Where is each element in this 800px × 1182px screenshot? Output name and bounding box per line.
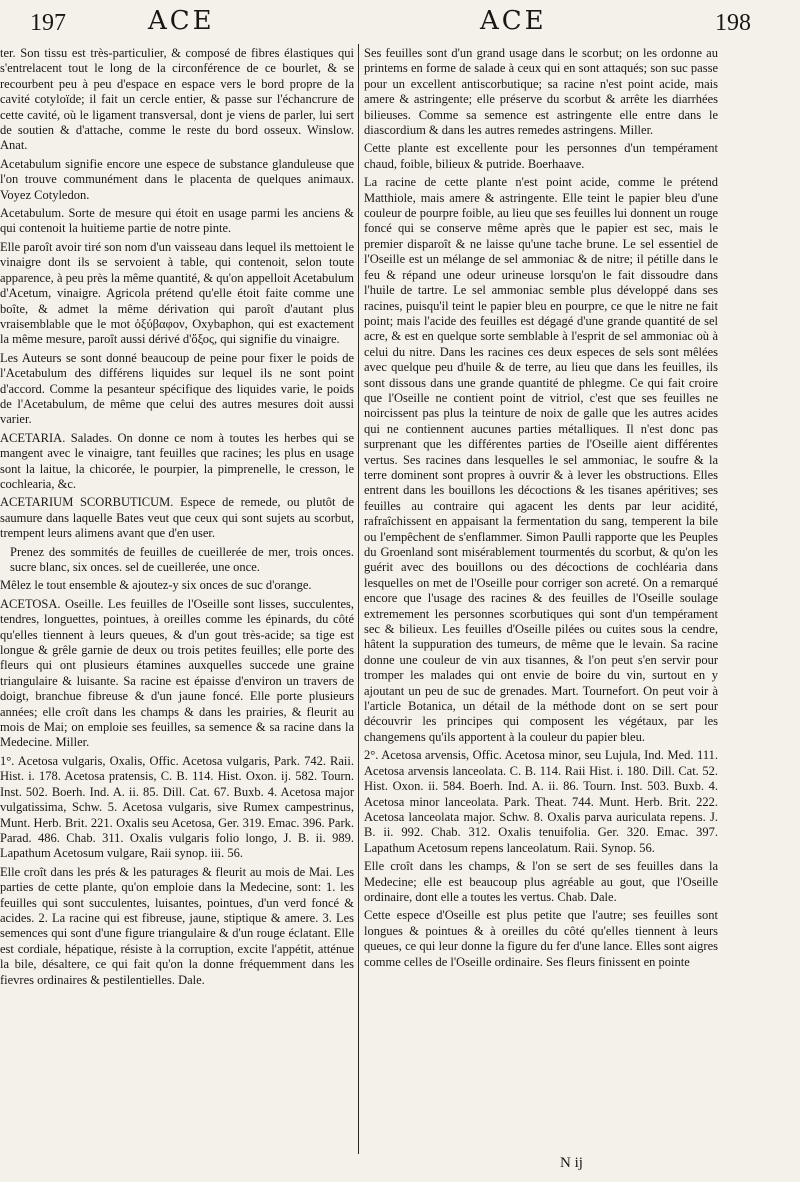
paragraph: 2°. Acetosa arvensis, Offic. Acetosa minor, seu Lujula, Ind. Med. 111. Acetosa arvensis lanceolata. C. B. 114. Raii Hist. i. 180. Dill. Cat. 52. Hist. Oxon. ii. 584. Boerh. Ind. A. ii. 86. Tourn. Inst. 503. Buxb. 4. Acetosa minor lanceolata. Park. Theat. 744. Munt. Herb. Brit. 222. Acetosa lanceolata major. Schw. 8. Oxalis parva auriculata repens. J. B. ii. 992. Chab. 312. Oxalis tenuifolia. Ger. 320. Emac. 397. Lapathum Acetosum repens lanceolatum. Raii. Synop. 56.	[364, 748, 718, 855]
paragraph: 1°. Acetosa vulgaris, Oxalis, Offic. Acetosa vulgaris, Park. 742. Raii. Hist. i. 178. Acetosa pratensis, C. B. 114. Hist. Oxon. ij. 582. Tourn. Inst. 502. Boerh. Ind. A. ii. 85. Dill. Cat. 67. Buxb. 4. Acetosa major vulgatissima, Schw. 5. Acetosa vulgaris, sive Rumex campestrinus, Munt. Herb. Brit. 221. Oxalis seu Acetosa, Ger. 319. Emac. 396. Park. Parad. 486. Chab. 311. Oxalis vulgaris folio longo, J. B. ii. 989. Lapathum Acetosum vulgare, Raii synop. iii. 56.	[0, 753, 354, 861]
paragraph: ACETOSA. Oseille. Les feuilles de l'Oseille sont lisses, succulentes, tendres, longuettes, pointues, à oreilles comme les épinards, du côté qu'elles tiennent à leurs queues, & d'un gout très-acide; sa tige est longue & grêle garnie de deux ou trois petites feuilles; elle porte des fleurs qui ont plusieurs étamines auxquelles succede une graine triangulaire & luisante. Sa racine est épaisse d'environ un travers de doigt, branchue fibreuse & d'un jaune foncé. Elle porte plusieurs années; elle croît dans les champs & dans les prairies, & fleurit au mois de Mai; on emploie ses feuilles, sa semence & sa racine dans la Medecine. Miller.	[0, 596, 354, 750]
paragraph: Acetabulum. Sorte de mesure qui étoit en usage parmi les anciens & qui contenoit la huitieme partie de notre pinte.	[0, 206, 354, 236]
running-head-left: ACE	[148, 6, 215, 36]
page-number-right: 198	[715, 10, 751, 36]
paragraph: Ses feuilles sont d'un grand usage dans le scorbut; on les ordonne au printems en forme de salade à ceux qui en sont attaqués; son suc passe pour un excellent antiscorbutique; sa racine n'est point acide, mais amere & astringente; elle préserve du scorbut & arrête les diarrhées bilieuses. Comme sa semence est astringente elle entre dans le diascordium & dans les autres remedes astringens. Miller.	[364, 46, 718, 138]
column-divider	[358, 44, 359, 1154]
running-head-right: ACE	[480, 6, 547, 36]
signature-mark: N ij	[560, 1155, 583, 1171]
paragraph: Acetabulum signifie encore une espece de substance glanduleuse que l'on trouve communément dans le placenta de quelques animaux. Voyez Cotyledon.	[0, 156, 354, 202]
paragraph: ter. Son tissu est très-particulier, & composé de fibres élastiques qui s'entrelacent tout le long de la circonférence de ce bourlet, & se recourbent peu à peu d'espace en espace vers le bord propre de la cavité cotyloïde; il fait un cercle entier, & passe sur l'échancrure de cette cavité, où le ligament transversal, dont je viens de parler, lui sert de soutien & d'attache, comme le reste du bord osseux. Winslow. Anat.	[0, 46, 354, 153]
paragraph: La racine de cette plante n'est point acide, comme le prétend Matthiole, mais amere & astringente. Elle teint le papier bleu d'une couleur de pourpre foible, au lieu que ses feuilles lui donnent un rouge foncé qui se conserve même après que le papier est sec, mais le premier disparoît & ne laisse qu'une tache brune. Le sel essentiel de l'Oseille est un mélange de sel ammoniac & de nitre; il pétille dans le feu & répand une odeur urineuse lorsqu'on le fait dissoudre dans l'huile de tartre. Le sel ammoniac semble plus développé dans ses racines, puisqu'il teint le papier bleu en pourpre, ce que le nitre ne fait point; mais l'acide des feuilles est dégagé d'une grande quantité de sel acre, & est en quelque sorte semblable à l'esprit de sel ammoniac où à celui du nitre. Dans les racines ces deux especes de sels sont mêlées avec quelque peu d'huile & de terre, au lieu que dans les feuilles, ils sont dissous dans une grande quantité de phlegme. Ce qui fait croire que l'Oseille ne contient point de vitriol, c'est que ses feuilles ne noircissent pas plus la teinture de noix de galle que les autres acides qui ne contiennent aucunes parties métalliques. Il n'est donc pas surprenant que les différentes parties de l'Oseille aient différentes vertus. Ses racines dans lesquelles le sel ammoniac, le soufre & la terre dominent sont propres à ouvrir & à lever les obstructions. Elles entrent dans les bouillons les décoctions & les tisanes apéritives; ses feuilles au contraire qui agacent les dents par leur acidité, rafraîchissent en appaisant la fermentation du sang, temperent la bile ou l'empêchent de s'enflammer. Simon Paulli rapporte que les Peuples du Groenland sont misérablement tourmentés du scorbut, & qu'on les guérit avec des bouillons ou des décoctions de cochléaria dans lesquelles on met de l'Oseille pour corriger son acreté. On a remarqué encore que l'usage des racines & des feuilles de l'Oseille soulage extremement les personnes scorbutiques qui sont d'un tempérament sec & bilieux. Les feuilles d'Oseille pilées ou cuites sous la cendre, hâtent la suppuration des tumeurs, de même que le levain. Sa racine donne une couleur de vin aux tisannes, & l'on peut s'en servir pour tromper les malades qui ont envie de boire du vin, surtout en y ajoutant un peu de suc de grenades. Mart. Tournefort. On peut voir à l'article Botanica, un détail de la méthode dont on se sert pour découvrir les principes qui composent les végétaux, par les changemens qu'ils apportent à la couleur du papier bleu.	[364, 175, 718, 744]
paragraph: ACETARIA. Salades. On donne ce nom à toutes les herbes qui se mangent avec le vinaigre, tant feuilles que racines; les plus en usage sont la laitue, la chicorée, le pourpier, la pimprenelle, le cresson, le cochlearia, &c.	[0, 430, 354, 491]
paragraph: Elle paroît avoir tiré son nom d'un vaisseau dans lequel ils mettoient le vinaigre dont ils se servoient à table, qui contenoit, selon toute apparence, à peu près la même quantité, & qu'on appelloit Acetabulum d'Acetum, vinaigre. Agricola prétend qu'elle étoit faite comme une boîte, & admet la même dérivation qui paroît d'autant plus vraisemblable que le mot ὀξύβαφον, Oxybaphon, qui est exactement la même mesure, paroît aussi dérivé d'ὄξος, qui signifie du vinaigre.	[0, 239, 354, 347]
paragraph: Cette espece d'Oseille est plus petite que l'autre; ses feuilles sont longues & pointues & à oreilles du côté qu'elles tiennent à leurs queues, ce qui leur donne la figure du fer d'une lance. Elles sont aigres comme celles de l'Oseille ordinaire. Ses fleurs finissent en pointe	[364, 908, 718, 969]
page-number-left: 197	[30, 10, 66, 36]
paragraph: Les Auteurs se sont donné beaucoup de peine pour fixer le poids de l'Acetabulum des différens liquides sur lequel ils ne sont point d'accord. Comme la pesanteur spécifique des liquides varie, le poids de l'Acetabulum, de même que celui des autres mesures doit aussi varier.	[0, 350, 354, 427]
paragraph: Elle croît dans les champs, & l'on se sert de ses feuilles dans la Medecine; elle est beaucoup plus agréable au gout, que l'Oseille ordinaire, dont elle a toutes les vertus. Chab. Dale.	[364, 859, 718, 904]
paragraph: Elle croît dans les prés & les paturages & fleurit au mois de Mai. Les parties de cette plante, qu'on emploie dans la Medecine, sont: 1. les feuilles qui sont succulentes, luisantes, pointues, d'un verd foncé & acides. 2. La racine qui est fibreuse, jaune, stiptique & amere. 3. Les semences qui sont d'une figure triangulaire & d'un rouge éclatant. Elle est cordiale, hépatique, résiste à la corruption, excite l'appétit, atténue la bile, désaltere, ce qui fait qu'on la donne fréquemment dans les fievres ordinaires & pestilentielles. Dale.	[0, 864, 354, 987]
paragraph: Cette plante est excellente pour les personnes d'un tempérament chaud, foible, bilieux & putride. Boerhaave.	[364, 141, 718, 171]
right-column	[364, 46, 718, 973]
paragraph: Mêlez le tout ensemble & ajoutez-y six onces de suc d'orange.	[0, 578, 312, 593]
paragraph: Prenez des sommités de feuilles de cueillerée de mer, trois onces. sucre blanc, six onces. sel de cueillerée, une once.	[10, 544, 354, 574]
paragraph: ACETARIUM SCORBUTICUM. Espece de remede, ou plutôt de saumure dans laquelle Bates veut que ceux qui sont sujets au scorbut, trempent leurs alimens avant que d'en user.	[0, 495, 354, 541]
left-column	[0, 46, 354, 991]
